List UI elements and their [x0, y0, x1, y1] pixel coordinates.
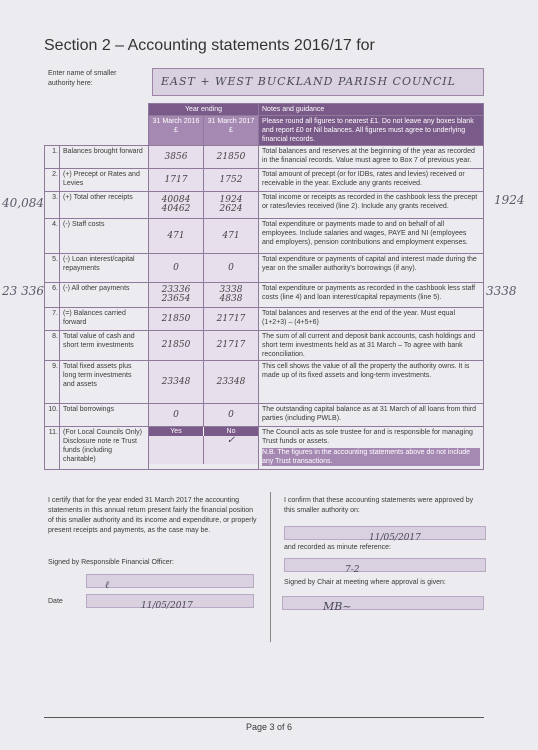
value-2017[interactable]: 21850: [204, 146, 259, 169]
year-ending-header: Year ending: [149, 104, 259, 116]
value-2017[interactable]: 0: [204, 254, 259, 283]
row-note: Total balances and reserves at the end of the year. Must equal (1+2+3) – (4+5+6): [259, 308, 484, 331]
row-note: The sum of all current and deposit bank accounts, cash holdings and short term investments held as at 31 March – To agree with bank reconciliation.: [259, 331, 484, 361]
row-label: (For Local Councils Only) Disclosure note re Trust funds (including charitable): [60, 427, 149, 470]
value-2017[interactable]: 1924 2624: [204, 192, 259, 219]
row-label: (+) Total other receipts: [60, 192, 149, 219]
approved-date-field[interactable]: [284, 526, 486, 543]
value-2016[interactable]: 23336 23654: [149, 283, 204, 308]
row-label: Total borrowings: [60, 404, 149, 427]
col-2016-header: 31 March 2016 £: [149, 116, 204, 146]
table-row: [45, 308, 484, 331]
row-note: Total balances and reserves at the beginning of the year as recorded in the financial records. Value must agree to Box 7 of previous year.: [259, 146, 484, 169]
authority-name-field[interactable]: [152, 68, 484, 96]
value-2016[interactable]: 21850: [149, 308, 204, 331]
minute-value: 7-2: [345, 565, 360, 575]
row-label: (-) Staff costs: [60, 219, 149, 254]
page-number: Page 3 of 6: [245, 722, 293, 732]
rfo-signature-field[interactable]: [86, 574, 254, 591]
guidance-text: Please round all figures to nearest £1. Do not leave any boxes blank and report £0 or Nil balances. All figures must agree to underlying financial records.: [259, 116, 484, 146]
row-note: Total expenditure or payments made to and on behalf of all employees. Include salaries and wages, PAYE and NI (employees and employers), pension contributions and employment expenses.: [259, 219, 484, 254]
yes-box[interactable]: [149, 436, 203, 464]
date-value: 11/05/2017: [141, 601, 193, 611]
value-2017[interactable]: 0: [204, 404, 259, 427]
value-2016[interactable]: 21850: [149, 331, 204, 361]
trust-nb: N.B. The figures in the accounting statements above do not include any Trust transactions.: [262, 448, 480, 466]
table-row: [45, 169, 484, 192]
value-2016[interactable]: 0: [149, 404, 204, 427]
row-label: (=) Balances carried forward: [60, 308, 149, 331]
margin-note-left-6: 23 336: [2, 284, 44, 298]
margin-note-right-6: 3338: [486, 284, 517, 298]
value-2016[interactable]: 3856: [149, 146, 204, 169]
row-note: Total expenditure or payments of capital and interest made during the year on the smaller authority's borrowings (if any).: [259, 254, 484, 283]
page-title: Section 2 – Accounting statements 2016/17 for: [44, 37, 375, 54]
chair-label: Signed by Chair at meeting where approval is given:: [284, 579, 446, 586]
row-num: 8.: [45, 331, 60, 361]
value-2016[interactable]: 471: [149, 219, 204, 254]
value-2017[interactable]: 23348: [204, 361, 259, 404]
notes-header: Notes and guidance: [259, 104, 484, 116]
table-row: [45, 192, 484, 219]
certify-text: I certify that for the year ended 31 March 2017 the accounting statements in this annual return present fairly the financial position of this smaller authority and its income and expenditure, or properly present receipts and payments, as the case may be.: [48, 497, 257, 534]
table-row: [45, 404, 484, 427]
minute-label: and recorded as minute reference:: [284, 544, 392, 551]
value-2017[interactable]: 21717: [204, 331, 259, 361]
row-num: 2.: [45, 169, 60, 192]
value-2017[interactable]: 1752: [204, 169, 259, 192]
row-num: 4.: [45, 219, 60, 254]
chair-signature: MB~: [323, 600, 352, 613]
row-num: 9.: [45, 361, 60, 404]
row-num: 11.: [45, 427, 60, 470]
table-row: [45, 361, 484, 404]
authority-name-value: EAST + WEST BUCKLAND PARISH COUNCIL: [161, 75, 456, 88]
approved-date: 11/05/2017: [369, 533, 421, 543]
row-num: 6.: [45, 283, 60, 308]
row-label: (-) All other payments: [60, 283, 149, 308]
row-note: This cell shows the value of all the property the authority owns. It is made up of its fixed assets and long-term investments.: [259, 361, 484, 404]
yes-header: Yes: [149, 427, 203, 436]
row-num: 3.: [45, 192, 60, 219]
footer-rule: [44, 717, 484, 718]
row-note: Total income or receipts as recorded in the cashbook less the precept or rates/levies received (line 2). Include any grants received.: [259, 192, 484, 219]
value-2016[interactable]: 1717: [149, 169, 204, 192]
table-row: [45, 219, 484, 254]
no-header: No: [203, 427, 258, 436]
row-num: 5.: [45, 254, 60, 283]
row-label: Total fixed assets plus long term investments and assets: [60, 361, 149, 404]
cert-divider: [270, 492, 271, 642]
row-note: Total amount of precept (or for IDBs, rates and levies) received or receivable in the year. Exclude any grants received.: [259, 169, 484, 192]
signed-rfo-label: Signed by Responsible Financial Officer:: [48, 559, 174, 566]
date-label: Date: [48, 598, 63, 605]
row-label: Total value of cash and short term investments: [60, 331, 149, 361]
row-num: 1.: [45, 146, 60, 169]
value-2016[interactable]: 23348: [149, 361, 204, 404]
confirm-text: I confirm that these accounting statements were approved by this smaller authority on:: [284, 497, 474, 514]
authority-name-label: Enter name of smaller authority here:: [48, 70, 117, 87]
value-2017[interactable]: 3338 4838: [204, 283, 259, 308]
row-label: (-) Loan interest/capital repayments: [60, 254, 149, 283]
row-note: The outstanding capital balance as at 31 March of all loans from third parties (including PWLB).: [259, 404, 484, 427]
col-2017-header: 31 March 2017 £: [204, 116, 259, 146]
value-2016[interactable]: 0: [149, 254, 204, 283]
row-num: 7.: [45, 308, 60, 331]
row-label: (+) Precept or Rates and Levies: [60, 169, 149, 192]
table-row: [45, 331, 484, 361]
row-label: Balances brought forward: [60, 146, 149, 169]
value-2016[interactable]: 40084 40462: [149, 192, 204, 219]
minute-field[interactable]: [284, 558, 486, 575]
no-box-tick[interactable]: ✓: [203, 436, 258, 464]
row-note: Total expenditure or payments as recorded in the cashbook less staff costs (line 4) and loan interest/capital repayments (line 5).: [259, 283, 484, 308]
table-row: [45, 146, 484, 169]
date-field[interactable]: [86, 594, 254, 611]
rfo-signature: ℓ: [105, 580, 110, 591]
table-row: [45, 254, 484, 283]
value-2017[interactable]: 471: [204, 219, 259, 254]
trust-note: The Council acts as sole trustee for and is responsible for managing Trust funds or assets.: [262, 429, 473, 445]
table-row: [45, 283, 484, 308]
value-2017[interactable]: 21717: [204, 308, 259, 331]
row-num: 10.: [45, 404, 60, 427]
margin-note-left-3: 40,084: [2, 196, 44, 210]
accounting-table: [44, 103, 484, 470]
margin-note-right-3: 1924: [494, 193, 525, 207]
chair-signature-field[interactable]: [282, 596, 484, 613]
